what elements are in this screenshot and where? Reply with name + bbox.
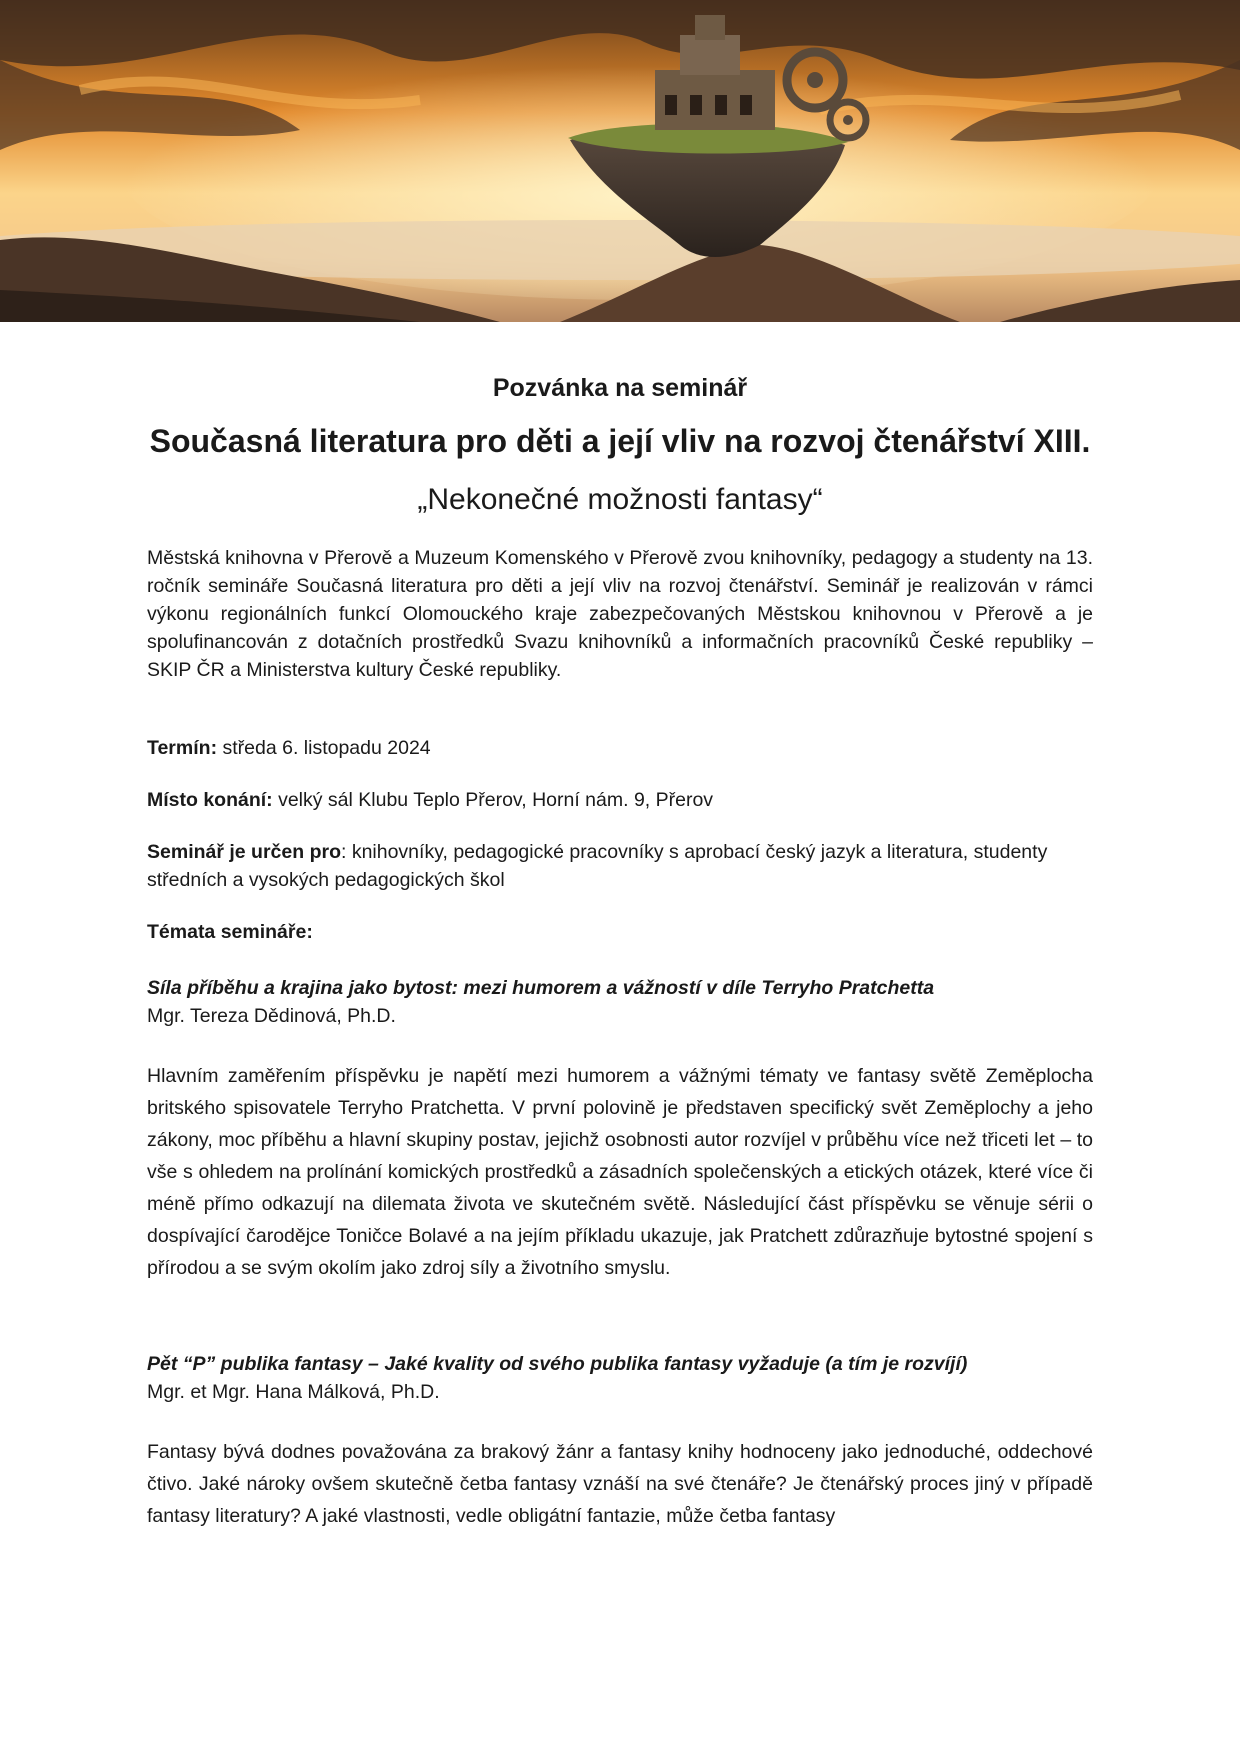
- talk-title: Síla příběhu a krajina jako bytost: mezi humorem a vážností v díle Terryho Pratchetta: [147, 977, 935, 999]
- talk-speaker: Mgr. et Mgr. Hana Málková, Ph.D.: [147, 1381, 440, 1403]
- audience-line: [147, 838, 1093, 894]
- date-label: Termín:: [147, 737, 218, 759]
- seminar-subtitle: „Nekonečné možnosti fantasy“: [417, 483, 823, 516]
- venue-line: [147, 786, 1093, 814]
- date-value: středa 6. listopadu 2024: [217, 737, 431, 759]
- intro-paragraph: Městská knihovna v Přerově a Muzeum Komenského v Přerově zvou knihovníky, pedagogy a studenty na 13. ročník semináře Současná literatura pro děti a její vliv na rozvoj čtenářství. Seminář je realizován v rámci výkonu regionálních funkcí Olomouckého kraje zabezpečovaných Městskou knihovnou v Přerově a je spolufinancován z dotačních prostředků Svazu knihovníků a informačních pracovníků České republiky – SKIP ČR a Ministerstva kultury České republiky.: [147, 547, 1093, 681]
- talk-speaker: Mgr. Tereza Dědinová, Ph.D.: [147, 1005, 396, 1027]
- seminar-title: Současná literatura pro děti a její vliv na rozvoj čtenářství XIII.: [149, 423, 1091, 459]
- venue-value: velký sál Klubu Teplo Přerov, Horní nám. 9, Přerov: [272, 789, 714, 811]
- talk-abstract: Fantasy bývá dodnes považována za brakový žánr a fantasy knihy hodnoceny jako jednoduché, oddechové čtivo. Jaké nároky ovšem skutečně četba fantasy vznáší na své čtenáře? Je čtenářský proces jiný v případě fantasy literatury? A jaké vlastnosti, vedle obligátní fantazie, může četba fantasy: [147, 1441, 1093, 1527]
- date-line: [147, 734, 1093, 762]
- talk-abstract: Hlavním zaměřením příspěvku je napětí mezi humorem a vážnými tématy ve fantasy světě Zeměplocha britského spisovatele Terryho Pratchetta. V první polovině je představen specifický svět Zeměplochy a jeho zákony, moc příběhu a hlavní skupiny postav, jejichž osobnosti autor rozvíjel v průběhu více než třiceti let – to vše s ohledem na prolínání komických prostředků a zásadních společenských a etických otázek, které více či méně přímo odkazují na dilemata života ve skutečném světě. Následující část příspěvku se věnuje sérii o dospívající čarodějce Toničce Bolavé a na jejím příkladu ukazuje, jak Pratchett zdůrazňuje bytostné spojení s přírodou a se svým okolím jako zdroj síly a životního smyslu.: [147, 1065, 1093, 1279]
- document-content: [147, 372, 1093, 1532]
- venue-label: Místo konání:: [147, 789, 273, 811]
- talk-title: Pět “P” publika fantasy – Jaké kvality od svého publika fantasy vyžaduje (a tím je rozvíjí): [147, 1353, 968, 1375]
- audience-value: : knihovníky, pedagogické pracovníky s aprobací český jazyk a literatura, studenty středních a vysokých pedagogických škol: [147, 841, 1048, 891]
- floating-island-castle-image: [0, 0, 1240, 322]
- audience-label: Seminář je určen pro: [147, 841, 341, 863]
- topics-heading: Témata semináře:: [147, 921, 313, 943]
- invitation-kicker: Pozvánka na seminář: [492, 374, 748, 402]
